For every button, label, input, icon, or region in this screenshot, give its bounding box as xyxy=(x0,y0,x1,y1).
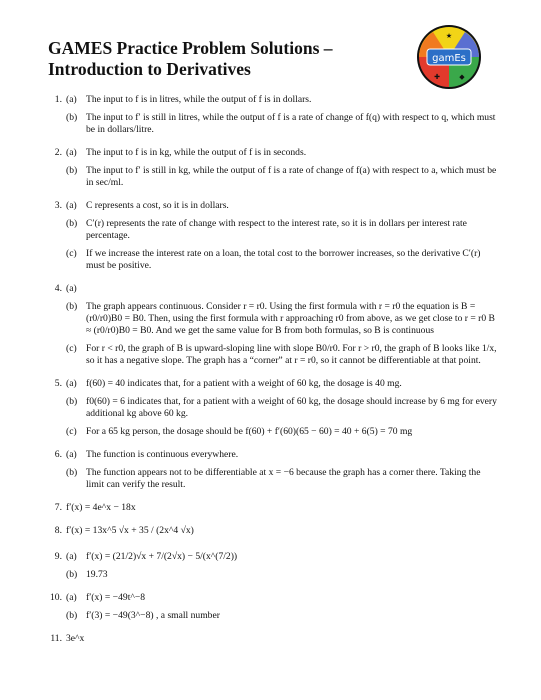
problem-8 xyxy=(48,525,498,537)
problem-part xyxy=(66,569,498,581)
part-text: For r < r0, the graph of B is upward-sloping line with slope B0/r0. For r > r0, the graph of B looks like 1/x, so it has a negative slope. The graph has a “corner” at r = r0, so it cannot be differentiable at that point. xyxy=(86,343,497,366)
problem-part xyxy=(66,112,498,136)
part-text: f′(x) = (21/2)√x + 7/(2√x) − 5/(x^(7/2)) xyxy=(86,551,238,562)
part-label: (b) xyxy=(66,610,78,621)
part-label: (c) xyxy=(66,248,77,259)
answer-text: 3e^x xyxy=(66,633,85,644)
part-text: f′(x) = −49t^−8 xyxy=(86,592,146,603)
problem-number: 5. xyxy=(54,378,62,389)
problem-number: 11. xyxy=(50,633,62,644)
part-text: The input to f′ is still in litres, while the output of f is a rate of change of f(q) with respect to q, which must be in dollars/litre. xyxy=(86,112,496,135)
problem-part xyxy=(66,147,498,159)
problem-6 xyxy=(48,449,498,491)
part-label: (b) xyxy=(66,112,78,123)
logo-text: gamEs xyxy=(432,53,466,64)
part-label: (b) xyxy=(66,569,78,580)
part-label: (a) xyxy=(66,449,77,460)
problem-number: 4. xyxy=(54,283,62,294)
problem-part xyxy=(66,426,498,438)
page-title: GAMES Practice Problem Solutions – Introduction to Derivatives xyxy=(48,38,333,79)
problem-part xyxy=(66,592,498,604)
part-label: (a) xyxy=(66,551,77,562)
part-text: The input to f is in litres, while the output of f is in dollars. xyxy=(86,94,312,105)
part-label: (b) xyxy=(66,396,78,407)
problem-part xyxy=(66,283,498,295)
svg-text:★: ★ xyxy=(445,32,453,40)
part-label: (c) xyxy=(66,343,77,354)
part-label: (a) xyxy=(66,200,77,211)
games-logo xyxy=(415,23,483,91)
problem-part xyxy=(66,378,498,390)
problem-part xyxy=(66,200,498,212)
part-label: (a) xyxy=(66,147,77,158)
problem-part xyxy=(66,610,498,622)
problem-3 xyxy=(48,200,498,272)
part-label: (a) xyxy=(66,378,77,389)
part-text: The function appears not to be differentiable at x = −6 because the graph has a corner there. Taking the limit can verify the result. xyxy=(86,467,481,490)
problem-part xyxy=(66,248,498,272)
answer-text: f′(x) = 4e^x − 18x xyxy=(66,502,136,513)
problem-part xyxy=(66,218,498,242)
problem-part xyxy=(66,165,498,189)
problem-part xyxy=(66,301,498,337)
problem-1 xyxy=(48,94,498,136)
part-label: (a) xyxy=(66,94,77,105)
part-label: (a) xyxy=(66,592,77,603)
problem-number: 7. xyxy=(54,502,62,513)
problem-number: 1. xyxy=(54,94,62,105)
problem-7 xyxy=(48,502,498,514)
part-text: The input to f′ is still in kg, while the output of f is a rate of change of f(a) with respect to a, which must be in sec/ml. xyxy=(86,165,497,188)
part-label: (b) xyxy=(66,165,78,176)
problem-11 xyxy=(48,633,498,645)
part-text: The function is continuous everywhere. xyxy=(86,449,239,460)
part-text: f0(60) = 6 indicates that, for a patient with a weight of 60 kg, the dosage should increase by 6 mg for every additional kg above 60 kg. xyxy=(86,396,497,419)
problem-9 xyxy=(48,551,498,581)
svg-text:◆: ◆ xyxy=(459,73,465,81)
problem-part xyxy=(66,343,498,367)
part-text: f(60) = 40 indicates that, for a patient with a weight of 60 kg, the dosage is 40 mg. xyxy=(86,378,402,389)
part-label: (b) xyxy=(66,218,78,229)
problem-part xyxy=(66,551,498,563)
problem-5 xyxy=(48,378,498,438)
part-text: The graph appears continuous. Consider r = r0. Using the first formula with r = r0 the equation is B = (r0/r0)B0 = B0. Then, using the first formula with r approaching r0 from above, as we get close to r = r0 B ≈ (r0/r0)B0 = B0. And we get the same value for B from both formulas, so B is continuous xyxy=(86,301,495,336)
problem-10 xyxy=(48,592,498,622)
part-text: C represents a cost, so it is in dollars. xyxy=(86,200,229,211)
problem-number: 6. xyxy=(54,449,62,460)
part-label: (a) xyxy=(66,283,77,294)
part-text: f′(3) = −49(3^−8) , a small number xyxy=(86,610,220,621)
problem-part xyxy=(66,396,498,420)
problem-number: 10. xyxy=(50,592,62,603)
problem-number: 9. xyxy=(54,551,62,562)
part-text: If we increase the interest rate on a loan, the total cost to the borrower increases, so the derivative C′(r) must be positive. xyxy=(86,248,481,271)
problem-part xyxy=(66,467,498,491)
problem-part xyxy=(66,94,498,106)
problem-part xyxy=(66,449,498,461)
part-label: (b) xyxy=(66,301,78,312)
problem-number: 8. xyxy=(54,525,62,536)
part-text: 19.73 xyxy=(86,569,108,580)
problem-4 xyxy=(48,283,498,367)
problem-number: 3. xyxy=(54,200,62,211)
solutions-list xyxy=(48,94,498,656)
part-text: For a 65 kg person, the dosage should be f(60) + f′(60)(65 − 60) = 40 + 6(5) = 70 mg xyxy=(86,426,413,437)
svg-text:✚: ✚ xyxy=(434,73,440,81)
problem-number: 2. xyxy=(54,147,62,158)
part-text: The input to f is in kg, while the output of f is in seconds. xyxy=(86,147,307,158)
part-label: (b) xyxy=(66,467,78,478)
part-text: C′(r) represents the rate of change with respect to the interest rate, so it is in dollars per interest rate percentage. xyxy=(86,218,467,241)
answer-text: f′(x) = 13x^5 √x + 35 / (2x^4 √x) xyxy=(66,525,194,536)
part-label: (c) xyxy=(66,426,77,437)
problem-2 xyxy=(48,147,498,189)
